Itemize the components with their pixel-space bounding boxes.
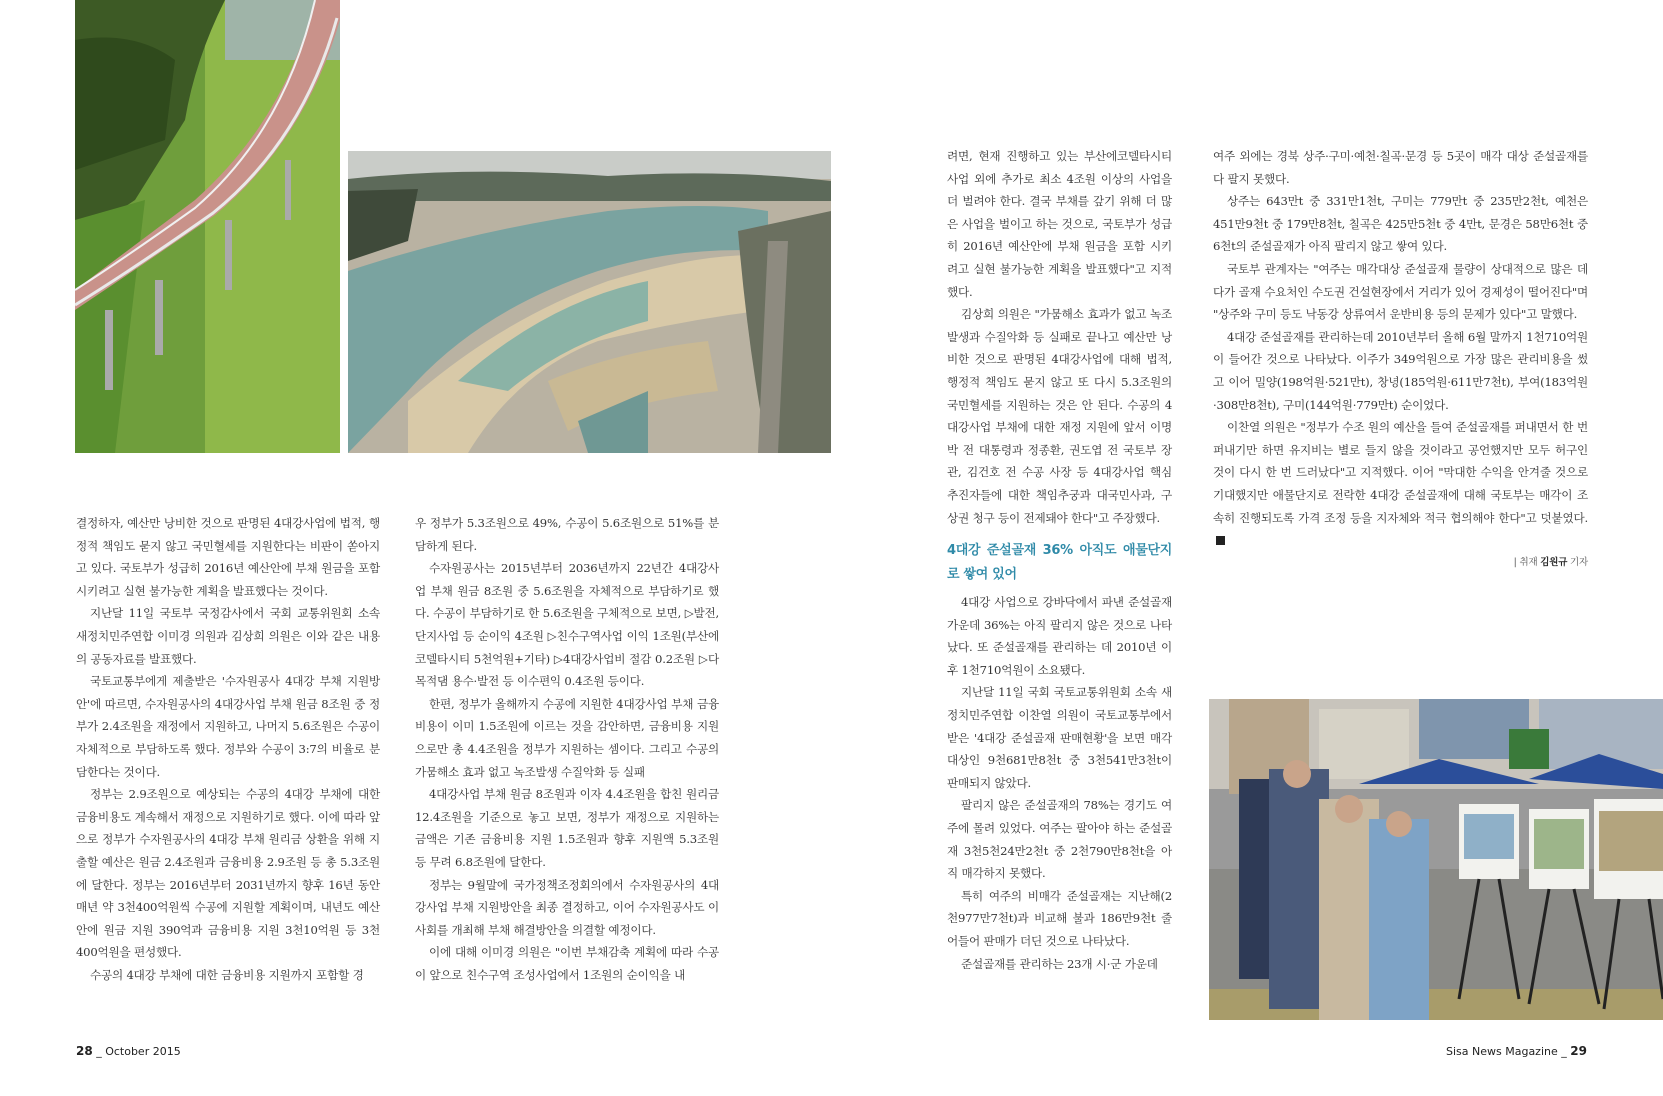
left-page-folio [76, 1044, 181, 1058]
paragraph: 4대강 준설골재를 관리하는데 2010년부터 올해 6월 말까지 1천710억원이 들어간 것으로 나타났다. 이주가 349억원으로 가장 많은 관리비용을 썼고 이어 밀양(198억원·521만t), 창녕(185억원·611만7천t), 부여(183억원·308만8천t), 구미(144억원·779만t) 순이었다. [1213, 329, 1588, 412]
paragraph [1213, 416, 1588, 552]
section-subheading: 4대강 준설골재 36% 아직도 애물단지로 쌓여 있어 [947, 543, 1172, 583]
closing-paragraph-text: 이찬열 의원은 "정부가 수조 원의 예산을 들여 준설골재를 퍼내면서 한 번 퍼내기만 하면 유지비는 별로 들지 않을 것이라고 공언했지만 모두 허구인 것이 다시 한 번 드러났다"고 지적했다. 이어 "막대한 수익을 안겨줄 것으로 기대했지만 애물단지로 전락한 4대강 준설골재에 대해 국토부는 매각이 조속히 진행되도록 가격 조정 등을 지자체와 적극 협의해야 한다"고 덧붙였다. [1213, 420, 1588, 525]
paragraph: 4대강 사업으로 강바닥에서 파낸 준설골재 가운데 36%는 아직 팔리지 않은 것으로 나타났다. 또 준설골재를 관리하는 데 2010년 이후 1천710억원이 소요됐다. [947, 595, 1172, 677]
paragraph: 이에 대해 이미경 의원은 "이번 부채감축 계획에 따라 수공이 앞으로 친수구역 조성사업에서 1조원의 순이익을 내 [415, 945, 719, 982]
paragraph: 특히 여주의 비매각 준설골재는 지난해(2천977만7천t)과 비교해 불과 186만9천t 줄어들어 판매가 더딘 것으로 나타났다. [947, 888, 1172, 948]
paragraph: 수자원공사는 2015년부터 2036년까지 22년간 4대강사업 부채 원금 8조원 중 5.6조원을 자체적으로 부담하기로 했다. 수공이 부담하기로 한 5.6조원을 구체적으로 보면, ▷발전, 단지사업 등 순이익 4조원 ▷친수구역사업 이익 1조원(부산에코델타시티 5천억원+기타) ▷4대강사업비 절감 0.2조원 ▷다목적댐 용수·발전 등 이수편익 0.4조원 등이다. [415, 561, 719, 689]
paragraph: 팔리지 않은 준설골재의 78%는 경기도 여주에 몰려 있었다. 여주는 팔아야 하는 준설골재 3천5천24만2천t 중 2천790만8천t을 아직 매각하지 못했다. [947, 798, 1172, 881]
paragraph: 지난달 11일 국토부 국정감사에서 국회 교통위원회 소속 새정치민주연합 이미경 의원과 김상희 의원은 이와 같은 내용의 공동자료를 발표했다. [76, 606, 380, 666]
paragraph: 수공의 4대강 부채에 대한 금융비용 지원까지 포함할 경 [90, 967, 364, 982]
street-photo-exhibition-photo [1209, 699, 1663, 1020]
right-page-magazine-name: Sisa News Magazine _ [1446, 1045, 1567, 1058]
paragraph: 한편, 정부가 올해까지 수공에 지원한 4대강사업 부채 금융비용이 이미 1.5조원에 이르는 것을 감안하면, 금융비용 지원으로만 총 4.4조원을 정부가 지원하는 셈이다. 그리고 수공의 가뭄해소 효과 없고 녹조발생 수질악화 등 실패 [415, 696, 719, 779]
byline-reporter-name: 김원규 [1540, 556, 1568, 568]
paragraph: 국토부 관계자는 "여주는 매각대상 준설골재 물량이 상대적으로 많은 데다가 골재 수요처인 수도권 건설현장에서 거리가 있어 경제성이 떨어진다"며 "상주와 구미 등도 낙동강 상류여서 운반비용 등의 문제가 있다"고 말했다. [1213, 261, 1588, 322]
riverside-bikeway-photo [75, 0, 340, 453]
paragraph: 려면, 현재 진행하고 있는 부산에코델타시티사업 외에 추가로 최소 4조원 이상의 사업을 더 벌려야 한다. 결국 부채를 갚기 위해 더 많은 사업을 벌이고 하는 것으로, 국토부가 성급히 2016년 예산안에 부채 원금을 포함 시키려고 실현 불가능한 계획을 발표했다"고 지적했다. [947, 149, 1172, 299]
right-page-folio [1446, 1044, 1587, 1058]
paragraph: 상주는 643만t 중 331만1천t, 구미는 779만t 중 235만2천t, 예천은 451만9천t 중 179만8천t, 칠곡은 425만5천t 중 4만t, 문경은 58만6천t 중 6천t의 준설골재가 아직 팔리지 않고 쌓여 있다. [1213, 194, 1588, 254]
byline-suffix: 기자 [1570, 556, 1588, 568]
right-page-column-1 [947, 145, 1172, 975]
end-mark-icon [1216, 536, 1225, 545]
paragraph: 국토교통부에게 제출받은 '수자원공사 4대강 부채 지원방안'에 따르면, 수자원공사의 4대강사업 부채 원금 8조원 중 정부가 2.4조원을 재정에서 지원하고, 나머지 5.6조원은 수공이 자체적으로 부담하도록 했다. 정부와 수공이 3:7의 비율로 분담한다는 것이다. [76, 674, 380, 779]
dredged-river-aerial-photo [348, 151, 831, 453]
paragraph: 준설골재를 관리하는 23개 시·군 가운데 [961, 956, 1158, 971]
paragraph: 4대강사업 부채 원금 8조원과 이자 4.4조원을 합친 원리금 12.4조원을 기준으로 놓고 보면, 정부가 재정으로 지원하는 금액은 기존 금융비용 지원 1.5조원과 향후 지원액 5.3조원 등 무려 6.8조원에 달한다. [415, 787, 719, 869]
paragraph: 정부는 9월말에 국가정책조정회의에서 수자원공사의 4대강사업 부채 지원방안을 최종 결정하고, 이어 수자원공사도 이사회를 개최해 부채 해결방안을 의결할 예정이다. [415, 877, 719, 937]
left-page-column-2 [415, 512, 719, 986]
paragraph: 김상희 의원은 "가뭄해소 효과가 없고 녹조발생과 수질악화 등 실패로 끝나고 예산만 낭비한 것으로 판명된 4대강사업에 대해 법적, 행정적 책임도 묻지 않고 또 다시 5.3조원의 국민혈세를 지원하는 것은 안 된다. 수공의 4대강사업 부채에 대한 재정 지원에 앞서 이명박 전 대통령과 정종환, 권도엽 전 국토부 장관, 김건호 전 수공 사장 등 4대강사업 핵심 추진자들에 대한 책임추궁과 대국민사과, 구상권 청구 등이 전제돼야 한다"고 주장했다. [947, 307, 1172, 525]
paragraph: 지난달 11일 국회 국토교통위원회 소속 새정치민주연합 이찬열 의원이 국토교통부에서 받은 '4대강 준설골재 판매현황'을 보면 매각 대상인 9천681만8천t 중 3천541만3천t이 판매되지 않았다. [947, 685, 1172, 790]
right-page-number: 29 [1570, 1044, 1587, 1058]
paragraph: 여주 외에는 경북 상주·구미·예천·칠곡·문경 등 5곳이 매각 대상 준설골재를 다 팔지 못했다. [1213, 149, 1588, 186]
paragraph: 결정하자, 예산만 낭비한 것으로 판명된 4대강사업에 법적, 행정적 책임도 묻지 않고 국민혈세를 지원한다는 비판이 쏟아지고 있다. 국토부가 성급히 2016년 예산안에 부채 원금을 포함 시키려고 실현 불가능한 계획을 발표했다는 것이다. [76, 516, 380, 598]
paragraph: 우 정부가 5.3조원으로 49%, 수공이 5.6조원으로 51%를 분담하게 된다. [415, 516, 719, 553]
right-page-column-2 [1213, 145, 1588, 574]
left-page-issue: _ October 2015 [96, 1045, 181, 1058]
left-page-column-1 [76, 512, 380, 986]
byline-prefix: | 취재 [1513, 556, 1538, 568]
left-page-number: 28 [76, 1044, 93, 1058]
byline [1213, 552, 1588, 575]
paragraph: 정부는 2.9조원으로 예상되는 수공의 4대강 부채에 대한 금융비용도 계속해서 재정으로 지원하기로 했다. 이에 따라 앞으로 정부가 수자원공사의 4대강 부채 원리금 상환을 위해 지출할 예산은 원금 2.4조원과 금융비용 2.9조원 등 총 5.3조원에 달한다. 정부는 2016년부터 2031년까지 향후 16년 동안 매년 약 3천400억원씩 수공에 지원할 계획이며, 내년도 예산안에 원금 지원 390억과 금융비용 지원 3천10억원 등 3천400억원을 편성했다. [76, 787, 380, 960]
